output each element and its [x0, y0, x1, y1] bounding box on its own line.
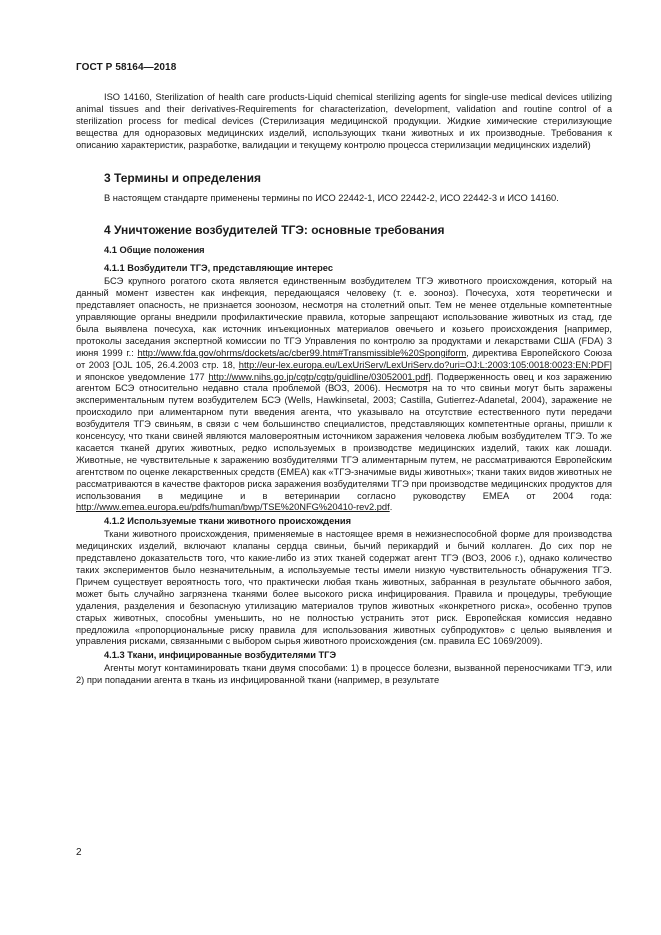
section-3-paragraph: В настоящем стандарте применены термины по ИСО 22442-1, ИСО 22442-2, ИСО 22442-3 и ИСО 14160. [104, 192, 559, 203]
page-number: 2 [76, 847, 82, 858]
section-4-heading: 4 Уничтожение возбудителей ТГЭ: основные требования [104, 223, 445, 238]
text-run: ] и японское уведомление 177 [76, 359, 612, 382]
section-3-heading: 3 Термины и определения [104, 170, 262, 185]
emea-link[interactable]: http://www.emea.europa.eu/pdfs/human/bwp/TSE%20NFG%20410-rev2.pdf [76, 502, 390, 513]
eur-lex-link[interactable]: http://eur-lex.europa.eu/LexUriServ/LexUriServ.do?uri=OJ:L:2003:105:0018:0023:EN:PDF [238, 359, 610, 370]
fda-link[interactable]: http://www.fda.gov/ohrms/dockets/ac/cber99.htm#Transmissible%20Spongiform [137, 347, 467, 358]
subsection-4-1-2-heading: 4.1.2 Используемые ткани животного происхождения [104, 516, 351, 527]
subsection-4-1-heading: 4.1 Общие положения [104, 245, 205, 256]
subsection-4-1-3-paragraph: Агенты могут контаминировать ткани двумя способами: 1) в процессе болезни, вызванной переносчиками ТГЭ, или 2) при попадании агента в ткань из инфицированной ткани (например, в результате [76, 663, 612, 686]
text-run: . [389, 502, 393, 513]
subsection-4-1-2-paragraph: Ткани животного происхождения, применяемые в настоящее время в нежизнеспособной форме для производства медицинских изделий, включают клапаны сердца свиньи, бычий перикардий и бычий коллаген. До сих пор не представлено доказательств того, что какие-либо из этих тканей содержат агент ТГЭ (ВОЗ, 2006 г.), однако количество таких экспериментов было незначительным, а используемые тесты имели низкую чувствительность обнаружения ТГЭ. Причем существует вероятность того, что практически любая ткань животных, забранная в результате обычного забоя, может быть случайно загрязнена тканями более высокого риска инфицирования. Правила и процедуры, требующие удаления, разделения и безопасную утилизацию материалов трупов животных «конкретного риска», особенно трупов старых животных, способны уменьшить, но не полностью устранить этот риск. Европейская комиссия недавно предложила «пропорциональные риску правила для использования животных субпродуктов» с целью выявления и управления рисками, связанными с выбором сырья животного происхождения (см. правила ЕС 1069/2009). [76, 529, 612, 647]
text-run: БСЭ крупного рогатого скота является единственным возбудителем ТГЭ животного происхождения, который на данный момент известен как инфекция, передающаяся человеку (т. е. зооноз). Почесуха, хотя теоретически и представляет опасность, не признается зоонозом, несмотря на столетний опыт. Тем не менее отдельные компетентные управляющие органы внедрили профилактические правила, которые запрещают использование животных из стад, где была выявлена почесуха, как источник инъекционных материалов овечьего и козьего происхождения [например, протоколы заседания экспертной комиссии по ТГЭ Управления по контролю за продуктами и лекарствами США (FDA) 3 июня 1999 г.: [76, 276, 612, 358]
text-run: , директива Европейского Союза от 2003 [OJL 105, 26.4.2003 стр. 18, [76, 347, 612, 370]
subsection-4-1-3-heading: 4.1.3 Ткани, инфицированные возбудителями ТГЭ [104, 650, 337, 661]
intro-paragraph: ISO 14160, Sterilization of health care products-Liquid chemical sterilizing agents for single-use medical devices utilizing animal tissues and their derivatives-Requirements for characterization, development, validation and routine control of a sterilization process for medical devices (Стерилизация медицинской продукции. Жидкие химические стерилизующие вещества для одноразовых медицинских изделий, использующих ткани животных и их производные. Требования к описанию характеристик, разработке, валидации и текущему контролю процесса стерилизации медицинских изделий) [76, 92, 612, 150]
subsection-4-1-1-paragraph [76, 276, 612, 514]
text-run: ]. Подверженность овец и коз заражению агентом БСЭ относительно недавно стала проблемой (ВОЗ, 2006). Несмотря на то что свиньи могут быть заражены экспериментальным путем возбудителем БСЭ (Wells, Hawkinsetal, 2003; Castilla, Gutierrez-Adanetal, 2004), заражение не происходило при алиментарном пути введения агента, что указывало на отсутствие естественного пути передачи возбудителя ТГЭ свиньям, в связи с чем большинство специалистов, представляющих компетентные органы, пришли к консенсусу, что ткани свиней являются маловероятным источником заражения человека любым возбудителем ТГЭ. То же касается тканей других животных, редко используемых в производстве медицинских изделий, таких как лошади. Животные, не чувствительные к заражению возбудителями ТГЭ алиментарным путем, не рассматриваются Европейским агентством по оценке лекарственных средств (ЕМЕА) как «ТГЭ-значимые виды животных»; ткани таких видов животных не рассматриваются в качестве факторов риска заражения возбудителями ТГЭ при производстве медицинских продуктов для использования в медицине и в ветеринарии согласно руководству ЕМЕА от 2004 года: [76, 371, 612, 501]
document-body [76, 92, 612, 687]
nihs-link[interactable]: http://www.nihs.go.jp/cgtp/cgtp/guidline/03052001.pdf [208, 371, 429, 382]
document-header: ГОСТ Р 58164—2018 [76, 62, 177, 73]
subsection-4-1-1-heading: 4.1.1 Возбудители ТГЭ, представляющие интерес [104, 263, 334, 274]
